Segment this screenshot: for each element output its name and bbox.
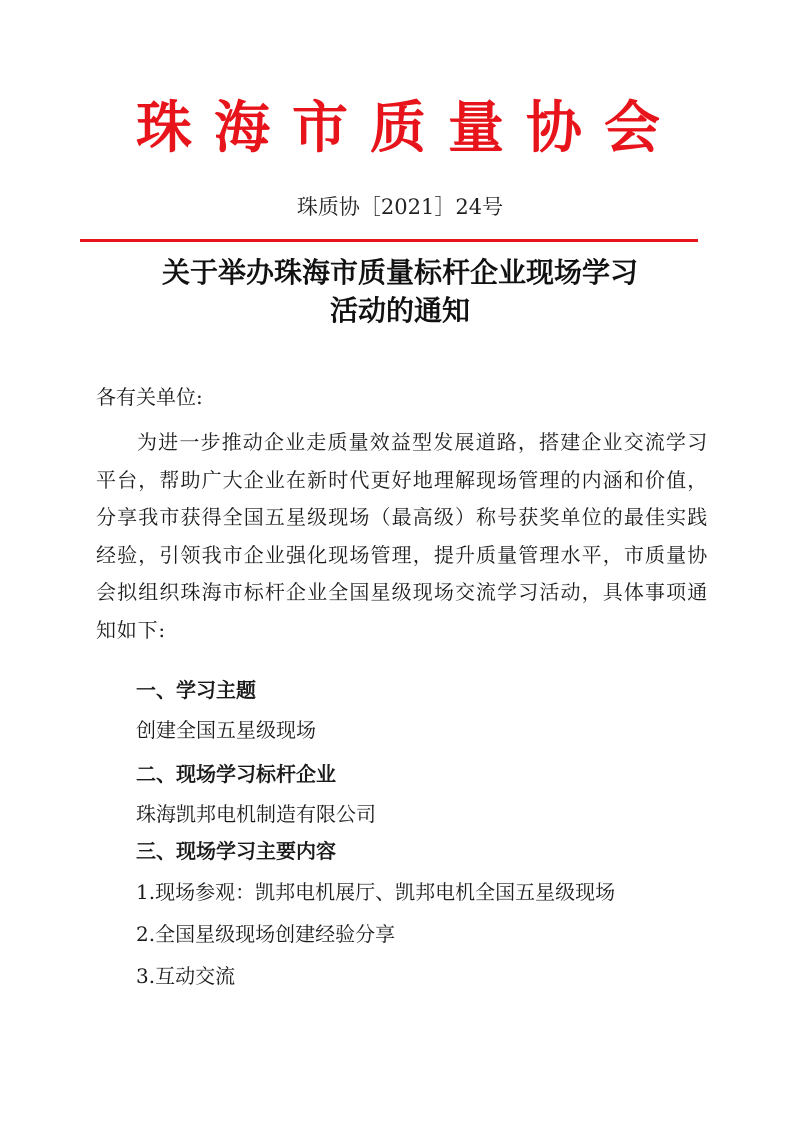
organization-header: 珠海市质量协会 — [136, 95, 682, 161]
content-item-2: 2.全国星级现场创建经验分享 — [136, 922, 396, 946]
content-item-1: 1.现场参观：凯邦电机展厅、凯邦电机全国五星级现场 — [136, 880, 616, 904]
red-divider — [80, 239, 698, 242]
intro-paragraph: 为进一步推动企业走质量效益型发展道路，搭建企业交流学习平台，帮助广大企业在新时代更好地理解现场管理的内涵和价值，分享我市获得全国五星级现场（最高级）称号获奖单位的最佳实践经验，引领我市企业强化现场管理，提升质量管理水平，市质量协会拟组织珠海市标杆企业全国星级现场交流学习活动，具体事项通知如下: — [96, 430, 708, 642]
section-item-theme: 创建全国五星级现场 — [136, 718, 316, 742]
document-title-line-1: 关于举办珠海市质量标杆企业现场学习 — [161, 256, 638, 289]
document-number: 珠质协［2021］24号 — [296, 195, 504, 219]
section-heading-theme: 一、学习主题 — [136, 678, 256, 702]
document-title-line-2: 活动的通知 — [329, 294, 470, 327]
section-item-benchmark-enterprise: 珠海凯邦电机制造有限公司 — [136, 802, 376, 826]
section-heading-benchmark-enterprise: 二、现场学习标杆企业 — [136, 762, 336, 786]
salutation: 各有关单位: — [96, 385, 203, 409]
document-title — [0, 254, 800, 330]
content-item-3: 3.互动交流 — [136, 964, 236, 988]
section-heading-main-content: 三、现场学习主要内容 — [136, 839, 336, 863]
